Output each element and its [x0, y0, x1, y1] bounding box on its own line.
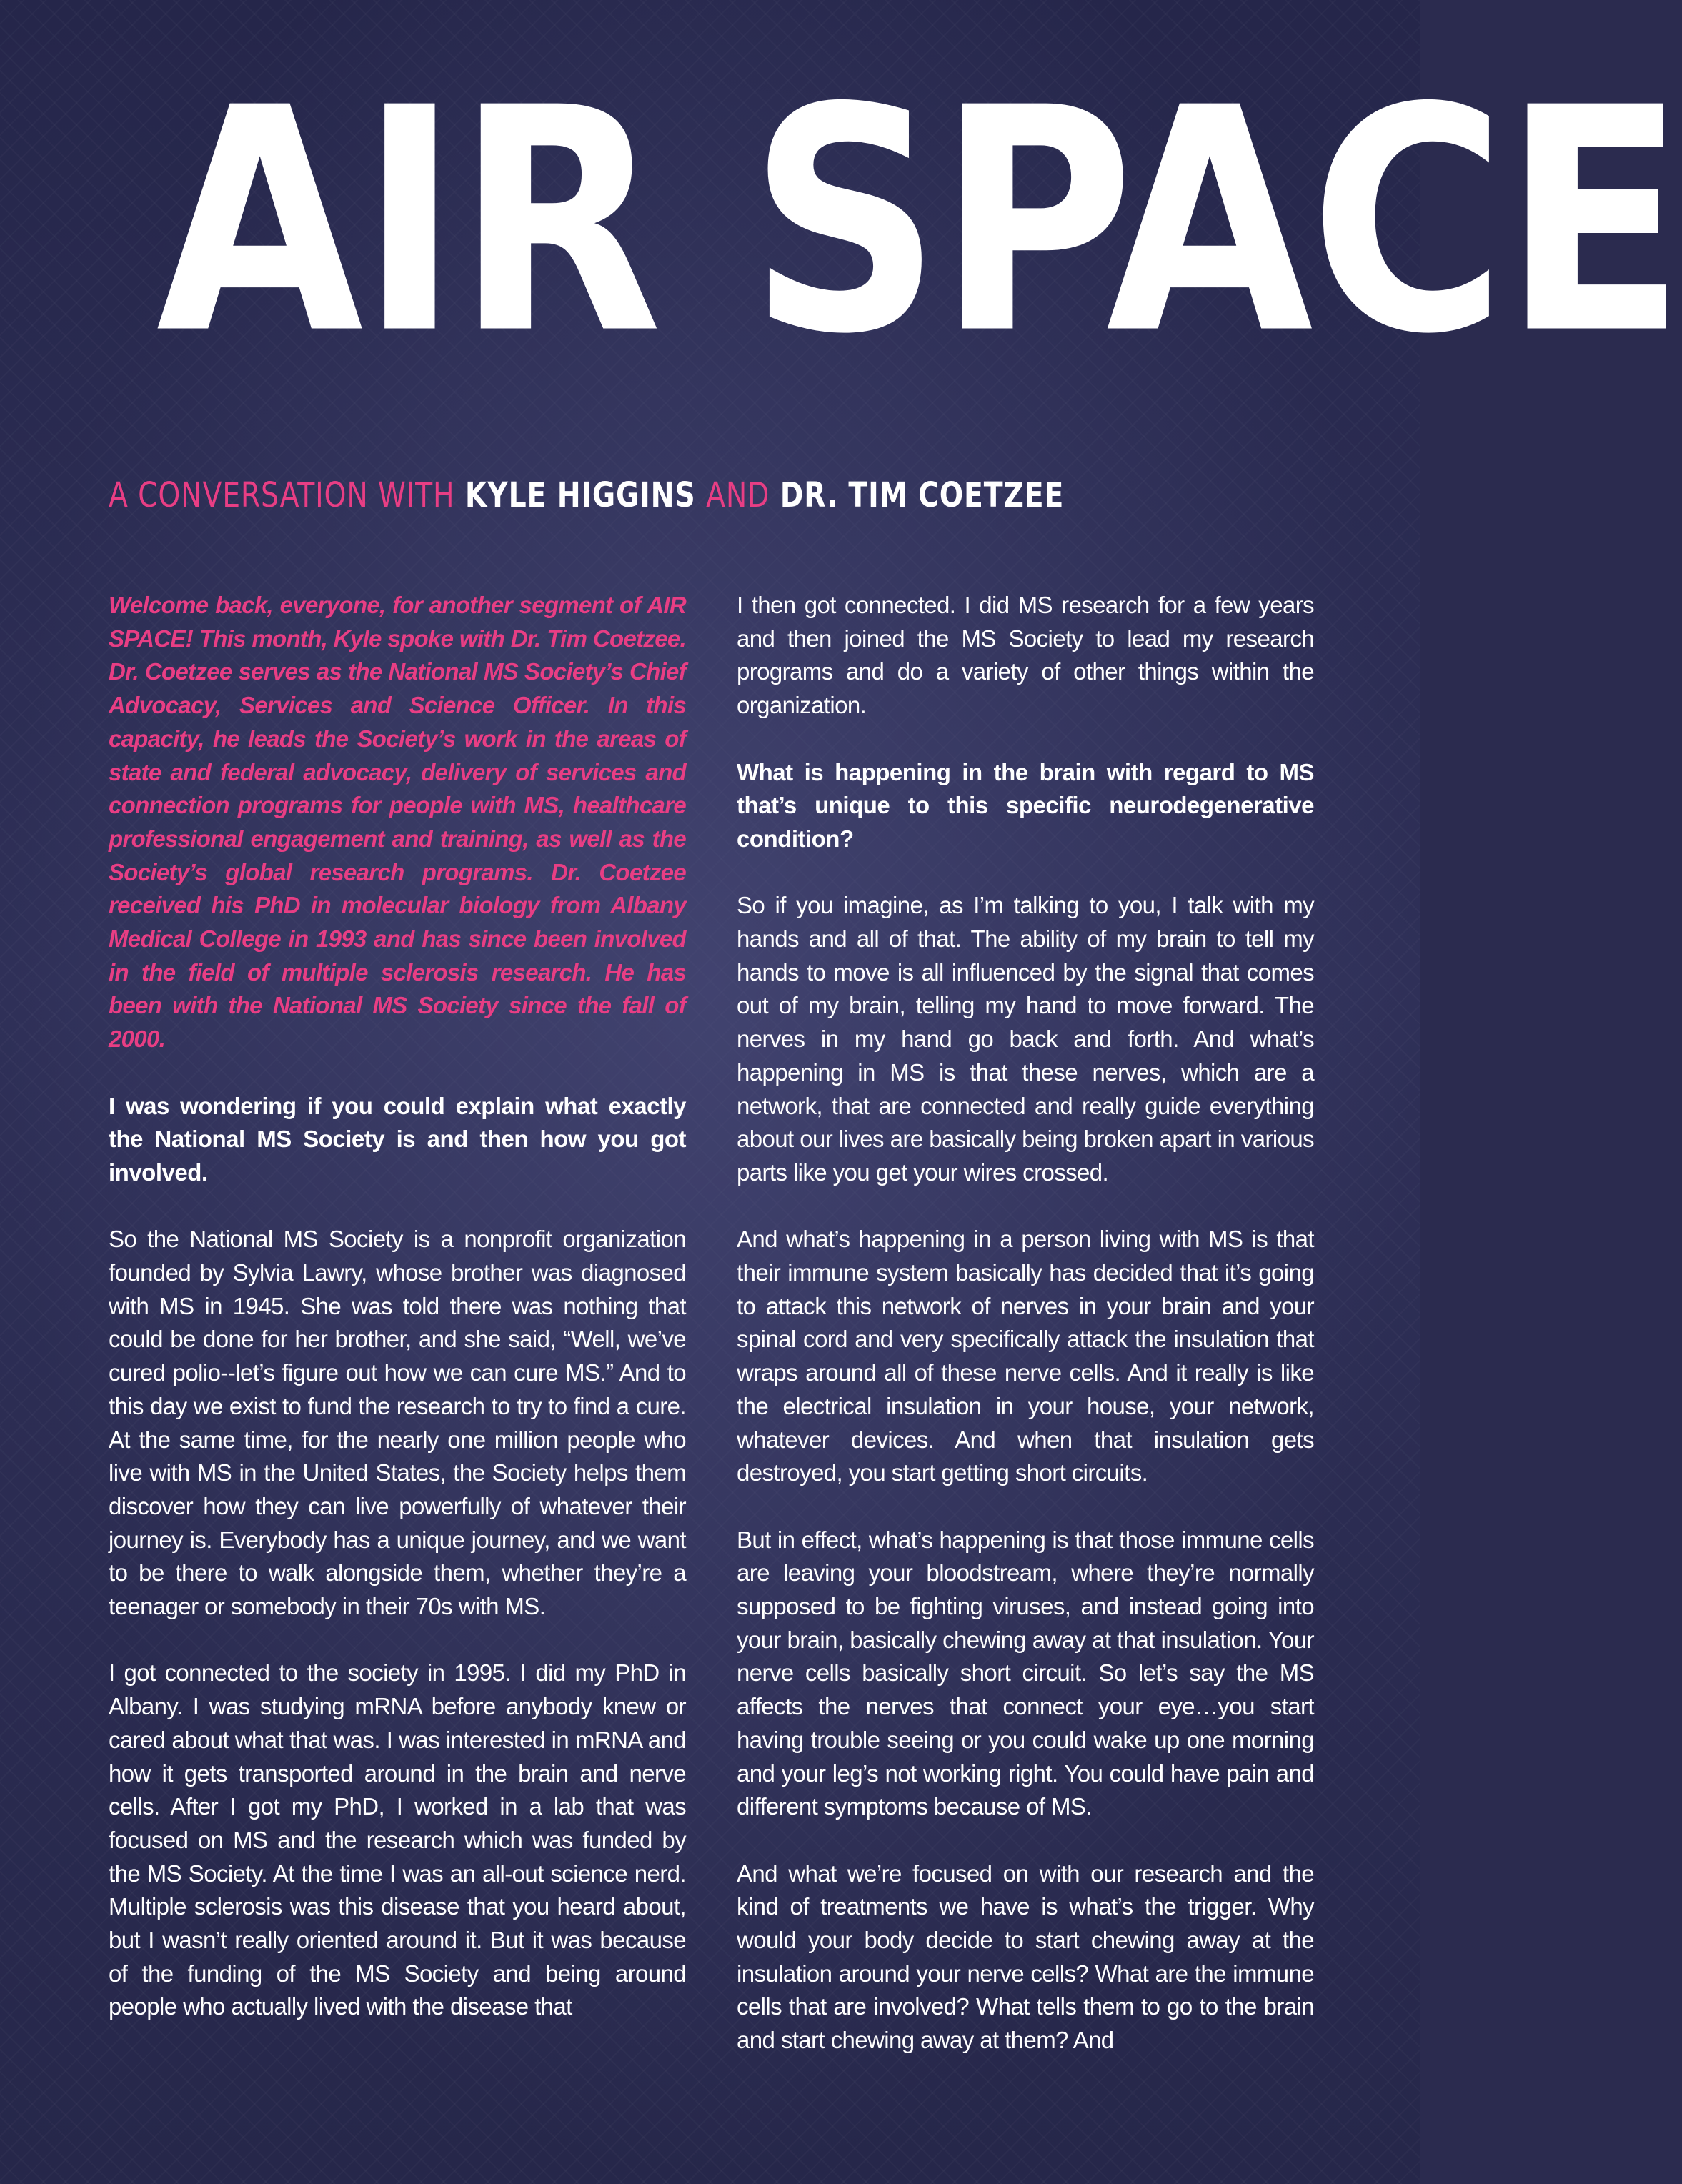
intro-paragraph: Welcome back, everyone, for another segment of AIR SPACE! This month, Kyle spoke with Dr. Tim Coetzee. Dr. Coetzee serves as the National MS Society’s Chief Advocacy, Services and Science Officer. In this capacity, he leads the Society’s work in the areas of state and federal advocacy, delivery of services and connection programs for people with MS, healthcare professional engagement and training, as well as the Society’s global research programs. Dr. Coetzee received his PhD in molecular biology from Albany Medical College in 1993 and has since been involved in the field of multiple sclerosis research. He has been with the National MS Society since the fall of 2000. [109, 592, 686, 1053]
subtitle-prefix: A CONVERSATION WITH [109, 475, 455, 515]
answer-1-paragraph-2: I got connected to the society in 1995. I did my PhD in Albany. I was studying mRNA before anybody knew or cared about what that was. I was interested in mRNA and how it gets transported around in the brain and nerve cells. After I got my PhD, I worked in a lab that was focused on MS and the research which was funded by the MS Society. At the time I was an all-out science nerd. Multiple sclerosis was this disease that you heard about, but I wasn’t really oriented around it. But it was because of the funding of the MS Society and being around people who actually lived with the disease that [109, 1659, 686, 2020]
answer-2-paragraph-4: And what we’re focused on with our research and the kind of treatments we have is what’s the trigger. Why would your body decide to start chewing away at the insulation around your nerve cells? What are the immune cells that are involved? What tells them to go to the brain and start chewing away at them? And [737, 1860, 1314, 2054]
left-column [109, 589, 686, 2058]
answer-2-paragraph-1: So if you imagine, as I’m talking to you, I talk with my hands and all of that. The ability of my brain to tell my hands to move is all influenced by the signal that comes out of my brain, telling my hand to move forward. The nerves in my hand go back and forth. And what’s happening in MS is that these nerves, which are a network, that are connected and really guide everything about our lives are basically being broken apart in various parts like you get your wires crossed. [737, 892, 1314, 1186]
subtitle-name-tim-coetzee: DR. TIM COETZEE [780, 475, 1065, 515]
subtitle-name-kyle-higgins: KYLE HIGGINS [464, 475, 696, 515]
right-column [737, 589, 1314, 2091]
page-title: AIR SPACE [156, 42, 1682, 402]
question-2: What is happening in the brain with regard to MS that’s unique to this specific neurodegenerative condition? [737, 758, 1314, 852]
question-1: I was wondering if you could explain what exactly the National MS Society is and then how you got involved. [109, 1092, 686, 1186]
answer-1-continued: I then got connected. I did MS research for a few years and then joined the MS Society to lead my research programs and do a variety of other things within the organization. [737, 592, 1314, 719]
article-subtitle [109, 475, 1064, 515]
answer-2-paragraph-2: And what’s happening in a person living with MS is that their immune system basically has decided that it’s going to attack this network of nerves in your brain and your spinal cord and very specifically attack the insulation that wraps around all of these nerve cells. And it really is like the electrical insulation in your house, your network, whatever devices. And when that insulation gets destroyed, you start getting short circuits. [737, 1226, 1314, 1486]
answer-2-paragraph-3: But in effect, what’s happening is that those immune cells are leaving your bloodstream, where they’re normally supposed to be fighting viruses, and instead going into your brain, basically chewing away at that insulation. Your nerve cells basically short circuit. So let’s say the MS affects the nerves that connect your eye…you start having trouble seeing or you could wake up one morning and your leg’s not working right. You could have pain and different symptoms because of MS. [737, 1526, 1314, 1820]
subtitle-joiner: AND [706, 475, 770, 515]
answer-1-paragraph-1: So the National MS Society is a nonprofit organization founded by Sylvia Lawry, whose brother was diagnosed with MS in 1945. She was told there was nothing that could be done for her brother, and she said, “Well, we’ve cured polio--let’s figure out how we can cure MS.” And to this day we exist to fund the research to try to find a cure. At the same time, for the nearly one million people who live with MS in the United States, the Society helps them discover how they can live powerfully of whatever their journey is. Everybody has a unique journey, and we want to be there to walk alongside them, whether they’re a teenager or somebody in their 70s with MS. [109, 1226, 686, 1620]
